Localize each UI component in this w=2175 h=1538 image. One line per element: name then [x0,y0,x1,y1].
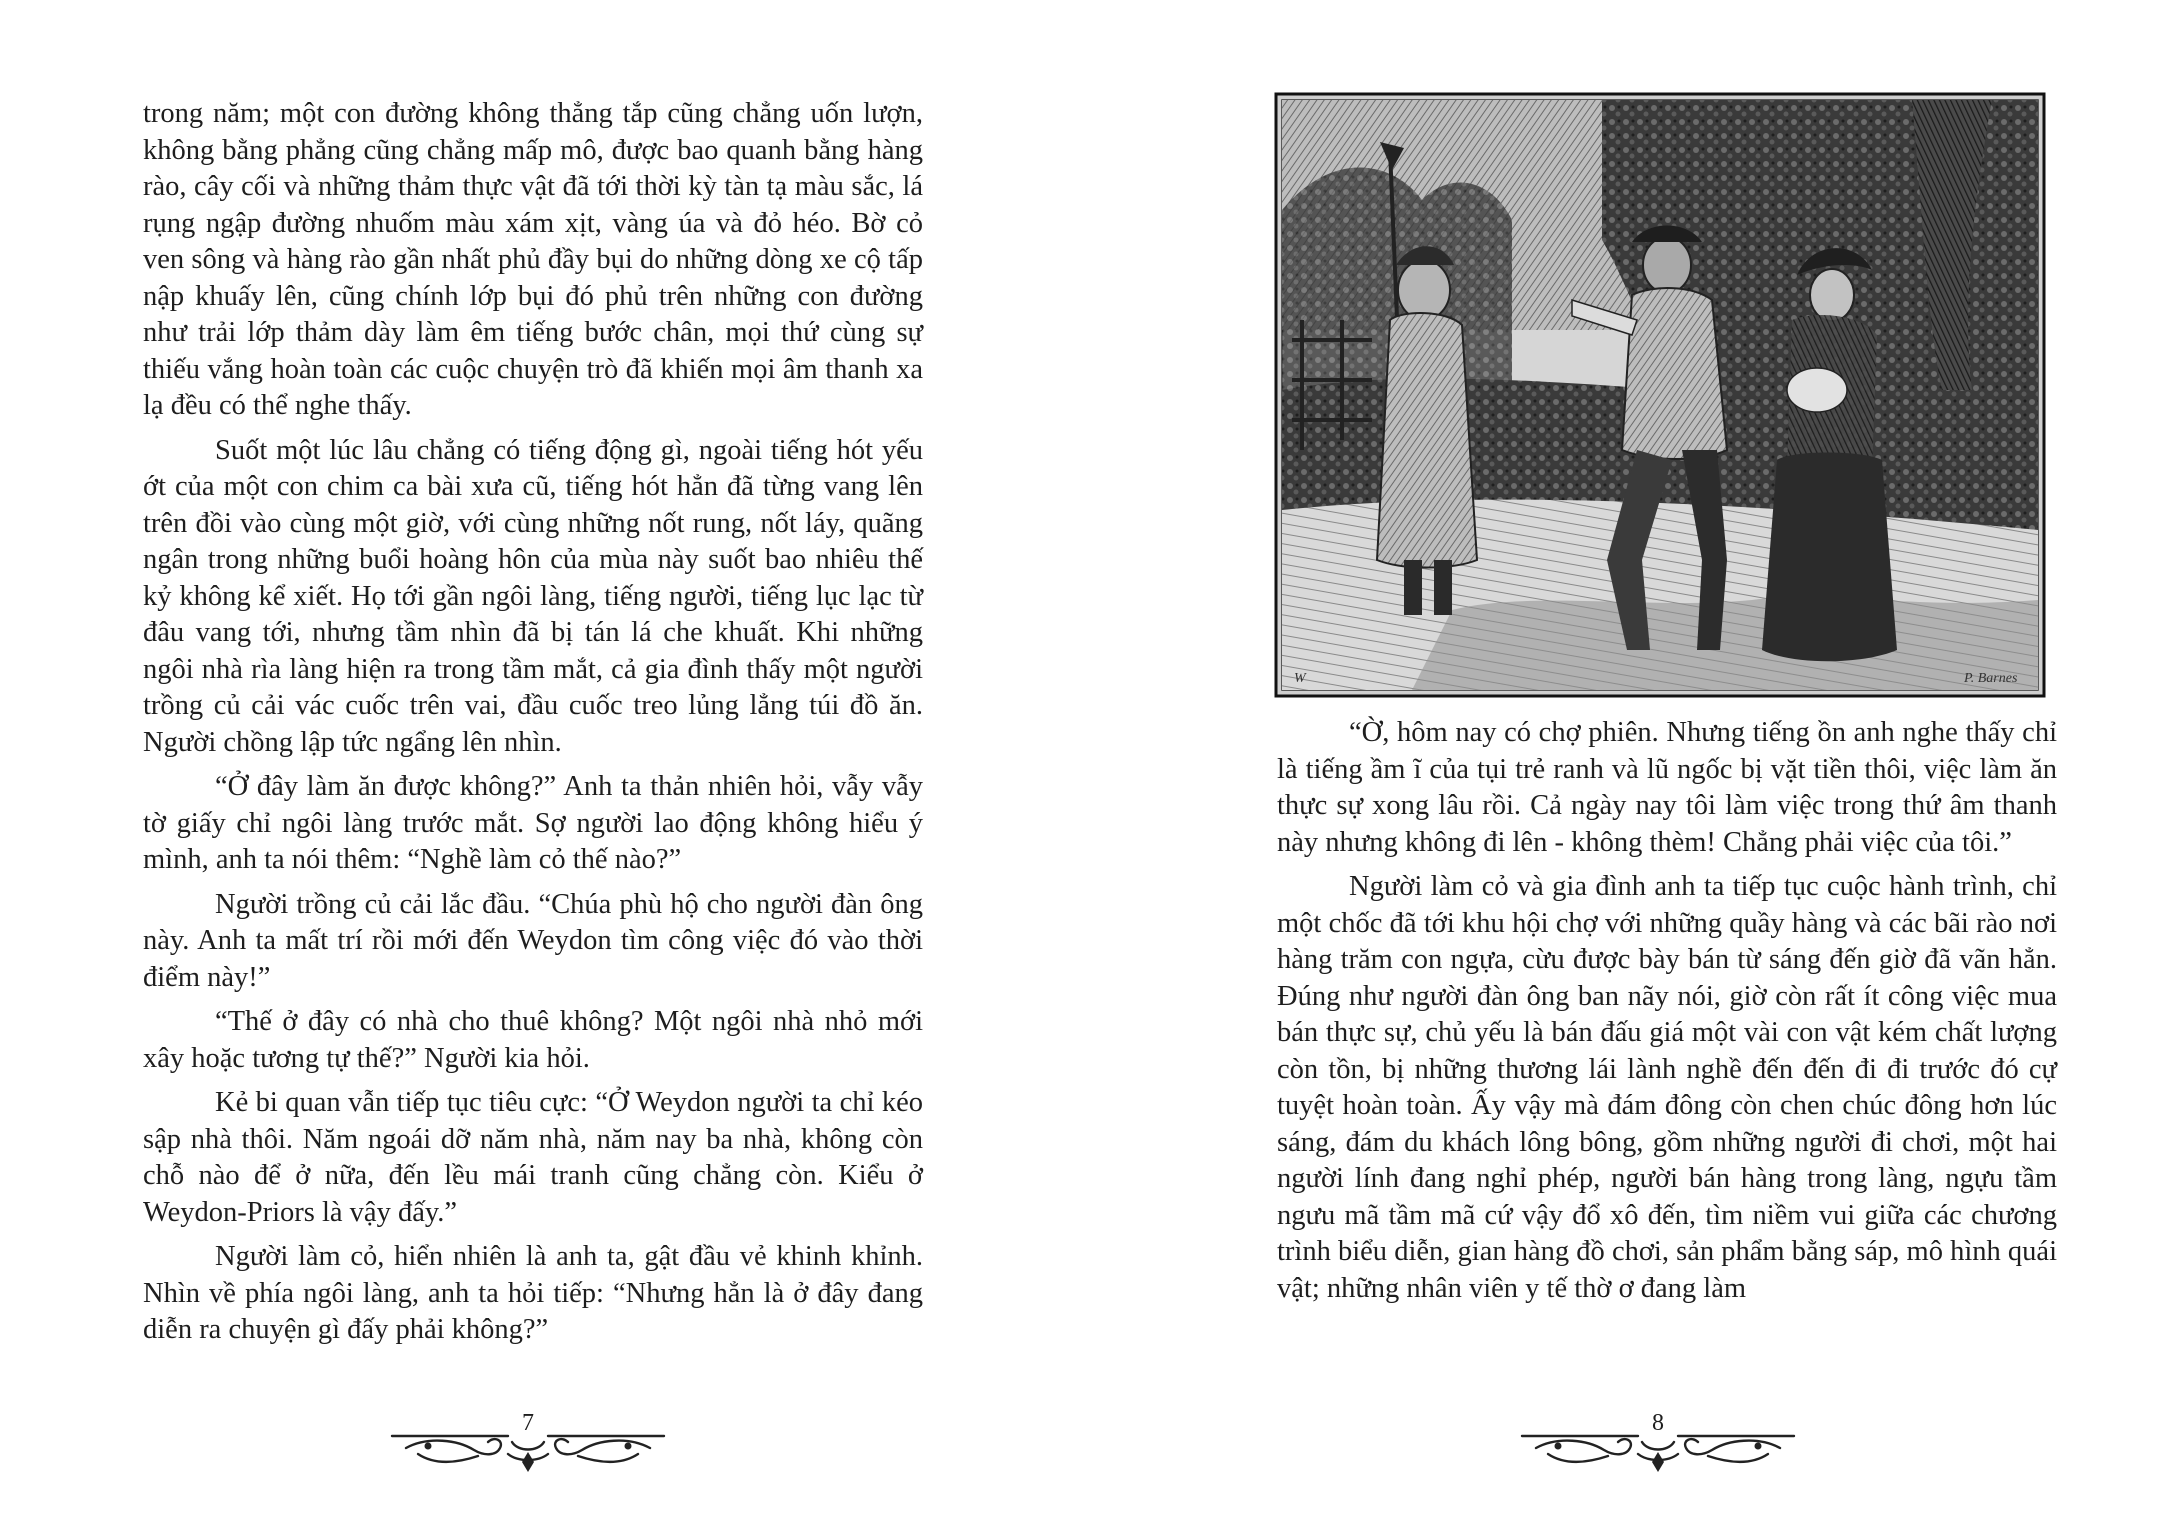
engraving-signature-right: P. Barnes [1964,671,2018,686]
right-page [1088,0,2175,1538]
flourish-ornament-icon [388,1418,668,1478]
paragraph: Người trồng củ cải lắc đầu. “Chúa phù hộ cho người đàn ông này. Anh ta mất trí rồi mới đến Weydon tìm công việc đó vào thời điểm này!” [143,888,923,993]
paragraph: Kẻ bi quan vẫn tiếp tục tiêu cực: “Ở Weydon người ta chỉ kéo sập nhà thôi. Năm ngoái dỡ năm nhà, năm nay ba nhà, không còn chỗ nào để ở nữa, đến lều mái tranh cũng chẳng còn. Kiểu ở Weydon-Priors là vậy đấy.” [143,1087,923,1228]
paragraph: trong năm; một con đường không thẳng tắp cũng chẳng uốn lượn, không bằng phẳng cũng chẳng mấp mô, được bao quanh bằng hàng rào, cây cối và những thảm thực vật đã tới thời kỳ tàn tạ màu sắc, lá rụng ngập đường nhuốm màu xám xịt, vàng úa và đỏ héo. Bờ cỏ ven sông và hàng rào gần nhất phủ đầy bụi do những dòng xe cộ tấp nập khuấy lên, cũng chính lớp bụi đó phủ trên những con đường như trải lớp thảm dày làm êm tiếng bước chân, mọi thứ cùng sự thiếu vắng hoàn toàn các cuộc chuyện trò đã khiến mọi âm thanh xa lạ đều có thể nghe thấy. [143,98,923,421]
left-text-column [143,96,923,1357]
right-text-column [1277,715,2057,1315]
left-page [0,0,1087,1538]
paragraph: Suốt một lúc lâu chẳng có tiếng động gì, ngoài tiếng hót yếu ớt của một con chim ca bài xưa cũ, tiếng hót hẳn đã từng vang lên trên đồi vào cùng một giờ, với cùng những nốt rung, nốt láy, quãng ngân trong những buổi hoàng hôn của mùa này suốt bao nhiêu thế kỷ không kể xiết. Họ tới gần ngôi làng, tiếng người, tiếng lục lạc từ đâu vang tới, nhưng tầm nhìn đã bị tán lá che khuất. Khi những ngôi nhà rìa làng hiện ra trong tầm mắt, cả gia đình thấy một người trồng củ cải vác cuốc trên vai, đầu cuốc treo lủng lẳng túi đồ ăn. Người chồng lập tức ngẩng lên nhìn. [143,434,923,758]
page-number: 8 [1652,1410,1664,1436]
engraving-signature-left: W [1294,671,1306,686]
flourish-ornament-icon [1518,1418,1798,1478]
page-number-ornament [388,1410,668,1480]
paragraph: “Ở đây làm ăn được không?” Anh ta thản nhiên hỏi, vẫy vẫy tờ giấy chỉ ngôi làng trước mắt. Sợ người lao động không hiểu ý mình, anh ta nói thêm: “Nghề làm cỏ thế nào?” [143,771,923,875]
paragraph: “Thế ở đây có nhà cho thuê không? Một ngôi nhà nhỏ mới xây hoặc tương tự thế?” Người kia hỏi. [143,1006,923,1074]
engraving-illustration [1272,90,2048,700]
engraving-picture [1272,90,2048,700]
page-number-ornament [1518,1410,1798,1480]
paragraph: Người làm cỏ và gia đình anh ta tiếp tục cuộc hành trình, chỉ một chốc đã tới khu hội chợ với những quầy hàng và các bãi rào nơi hàng trăm con ngựa, cừu được bày bán từ sáng đến giờ đã vãn hẳn. Đúng như người đàn ông ban nãy nói, giờ còn rất ít công việc mua bán thực sự, chủ yếu là bán đấu giá một vài con vật kém chất lượng còn tồn, bị những thương lái lành nghề đến đến đi đi trước đó cự tuyệt hoàn toàn. Ấy vậy mà đám đông còn chen chúc đông hơn lúc sáng, đám du khách lông bông, gồm những người đi chơi, một hai người lính đang nghỉ phép, người bán hàng trong làng, ngựu tầm ngưu mã tầm mã cứ vậy đổ xô đến, tìm niềm vui giữa các chương trình biểu diễn, gian hàng đồ chơi, sản phẩm bằng sáp, mô hình quái vật; những nhân viên y tế thờ ơ đang làm [1277,871,2057,1304]
paragraph: “Ờ, hôm nay có chợ phiên. Nhưng tiếng ồn anh nghe thấy chỉ là tiếng ầm ĩ của tụi trẻ ranh và lũ ngốc bị vặt tiền thôi, việc làm ăn thực sự xong lâu rồi. Cả ngày nay tôi làm việc trong thứ âm thanh này nhưng không đi lên - không thèm! Chẳng phải việc của tôi.” [1277,717,2057,858]
paragraph: Người làm cỏ, hiển nhiên là anh ta, gật đầu vẻ khinh khỉnh. Nhìn về phía ngôi làng, anh ta hỏi tiếp: “Nhưng hẳn là ở đây đang diễn ra chuyện gì đấy phải không?” [143,1241,923,1345]
page-number: 7 [522,1410,534,1436]
